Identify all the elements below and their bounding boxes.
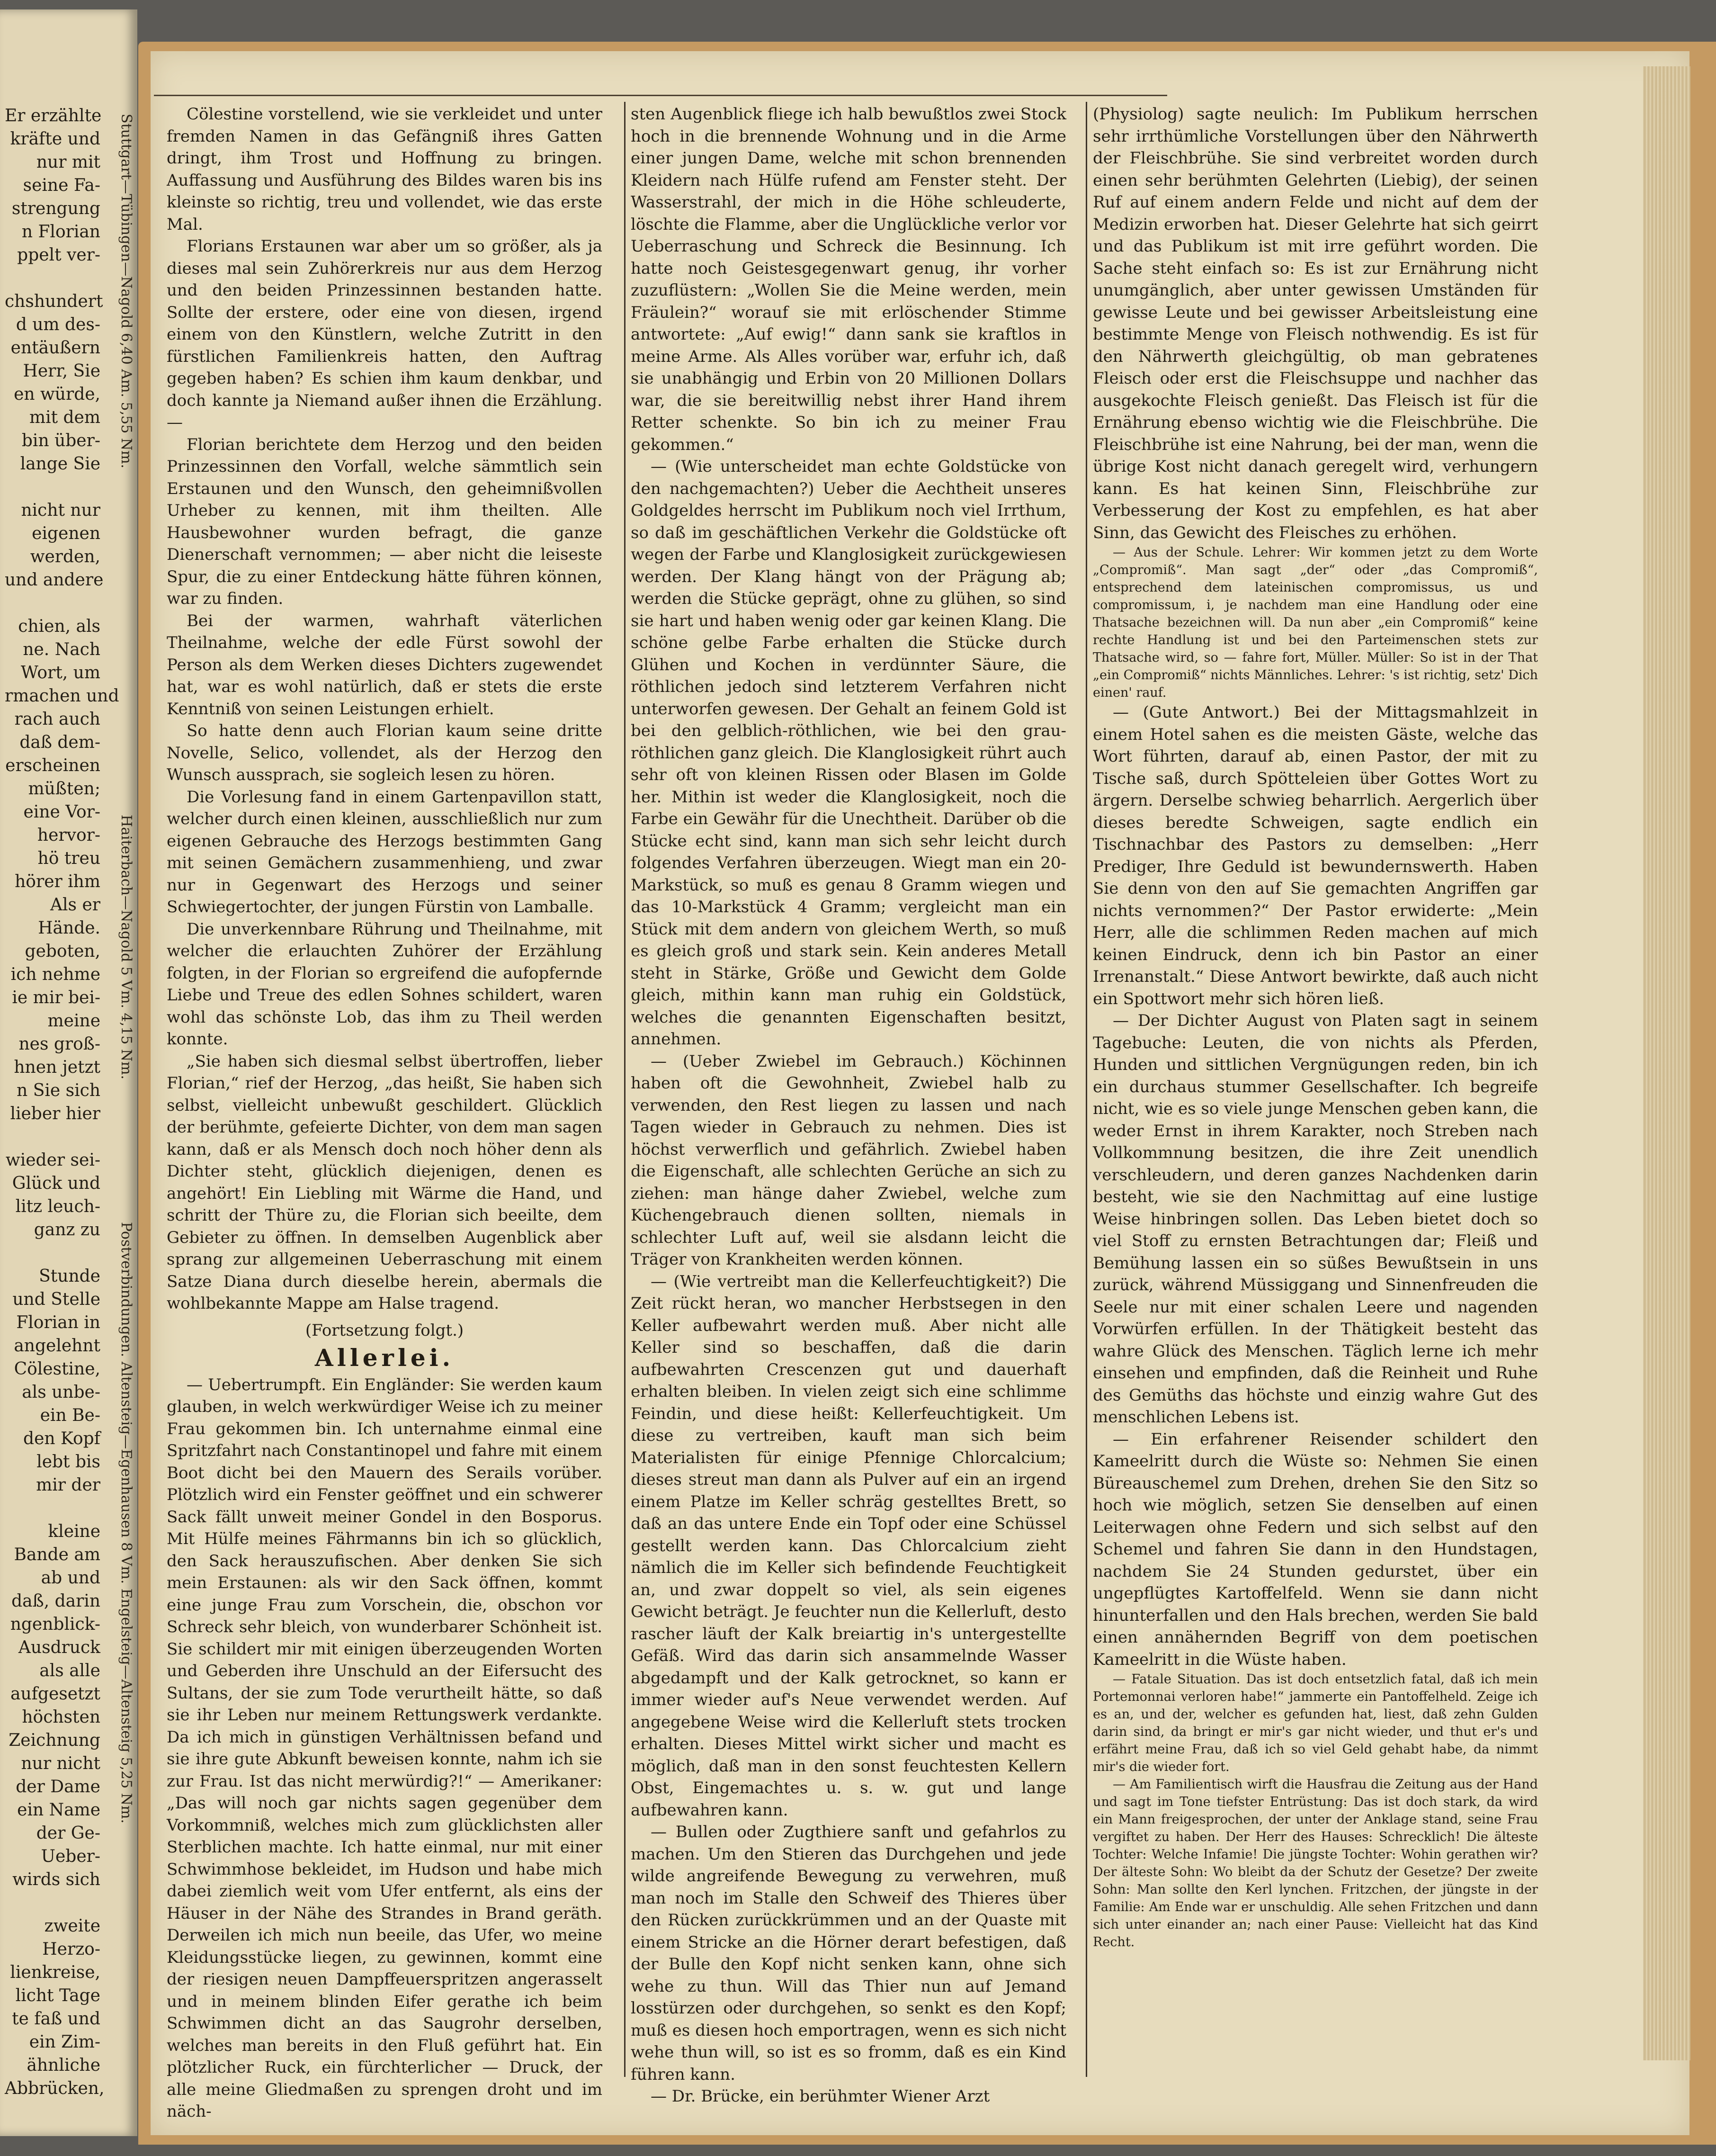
left-page-line: litz leuch-: [15, 1197, 100, 1216]
left-page-line: daß, darin: [11, 1591, 100, 1611]
left-page-line: entäußern: [10, 338, 100, 358]
col2-paragraph-2: — (Wie unterscheidet man echte Goldstücke von den nachgemachten?) Ueber die Aechtheit unseres Goldgeldes herrscht im Publikum noch viel Irrthum, so daß im geschäftlichen Verkehr die Goldstücke oft wegen der Farbe und Klanglosigkeit zurückgewiesen werden. Der Klang hängt von der Prägung ab; werden die Stücke geprägt, ohne zu glühen, so sind sie hart und haben wenig oder gar keinen Klang. Die schöne gelbe Farbe erhalten die Stücke durch Glühen und Kochen in verdünnter Säure, die röthlichen jedoch sind letzterem Verfahren nicht unterworfen gewesen. Der Gehalt an feinem Gold ist bei den gelblich-röthlichen, wie bei den grau-röthlichen ganz gleich. Die Klanglosigkeit rührt auch sehr oft von kleinen Rissen oder Blasen im Golde her. Mithin ist weder die Klanglosigkeit, noch die Farbe ein Gewähr für die Unechtheit. Darüber ob die Stücke echt sind, kann man sich sehr leicht durch folgendes Verfahren überzeugen. Wiegt man ein 20-Markstück, so muß es genau 8 Gramm wiegen und das 10-Markstück 4 Gramm; vergleicht man ein Stück mit dem andern von gleichem Werth, so muß es gleich groß und stark sein. Kein anderes Metall steht in Stärke, Größe und Gewicht dem Golde gleich, mithin kann man ruhig ein Goldstück, welches die genannten Eigenschaften besitzt, annehmen.: [631, 457, 1066, 1049]
left-page-line: strengung: [11, 199, 100, 218]
left-page-line: Herr, Sie: [23, 361, 100, 381]
left-page-line: ppelt ver-: [17, 245, 100, 265]
left-page-line: Herzo-: [42, 1940, 100, 1959]
col2-paragraph-4: — (Wie vertreibt man die Kellerfeuchtigkeit?) Die Zeit rückt heran, wo mancher Herbstsegen in den Keller aufbewahrt werden muß. Aber nicht alle Keller sind so beschaffen, daß die darin aufbewahrten Crescenzen gut und dauerhaft erhalten bleiben. In vielen zeigt sich eine schlimme Feindin, und diese heißt: Kellerfeuchtigkeit. Um diese zu vertreiben, kauft man sich beim Materialisten für einige Pfennige Chlorcalcium; dieses streut man dann als Pulver auf ein an irgend einem Platze im Keller schräg gestelltes Brett, so daß an das untere Ende ein Topf oder eine Schüssel gestellt werden kann. Das Chlorcalcium zieht nämlich die im Keller sich befindende Feuchtigkeit an, und zwar doppelt so viel, als sein eigenes Gewicht beträgt. Je feuchter nun die Kellerluft, desto rascher läuft der Kalk breiartig in's untergestellte Gefäß. Wird das darin sich ansammelnde Wasser abgedampft und der Kalk getrocknet, so kann er immer wieder auf's Neue verwendet werden. Auf angegebene Weise wird die Kellerluft stets trocken erhalten. Dieses Mittel wirkt sicher und macht es möglich, daß man in den sonst feuchtesten Kellern Obst, Eingemachtes u. s. w. gut und lange aufbewahren kann.: [631, 1272, 1066, 1820]
left-page-line: rach auch: [14, 710, 100, 729]
left-page-line: ganz zu: [34, 1220, 100, 1240]
col1-paragraph-6: Die Vorlesung fand in einem Gartenpavillon statt, welcher durch einen kleinen, ausschließlich nur zum eigenen Gebrauche des Herzogs bestimmten Gang mit seinen Gemächern zusammenhieng, und zwar nur in Gegenwart des Herzogs und seiner Schwiegertochter, der jungen Fürstin von Lamballe.: [167, 787, 602, 916]
left-page-line: ähnliche: [27, 2056, 100, 2075]
col2-paragraph-3: — (Ueber Zwiebel im Gebrauch.) Köchinnen haben oft die Gewohnheit, Zwiebel halb zu verwenden, den Rest liegen zu lassen und nach Tagen wieder in Gebrauch zu nehmen. Dies ist höchst verwerflich und gefährlich. Zwiebel haben die Eigenschaft, alle schlechten Gerüche an sich zu ziehen: man hänge daher Zwiebel, welche zum Küchengebrauch dienen sollten, niemals in schlechter Luft auf, weil sie alsdann leicht die Träger von Krankheiten werden können.: [631, 1051, 1066, 1269]
col3-paragraph-4: — Der Dichter August von Platen sagt in seinem Tagebuche: Leuten, die von nichts als Pferden, Hunden und sittlichen Vergnügungen reden, bin ich ein durchaus stummer Gesellschafter. Ich begreife nicht, wie es so viele junge Menschen geben kann, die weder Ernst in ihrem Karakter, noch Streben nach Vollkommnung besitzen, die ihre Zeit unendlich verschleudern, und deren ganzes Nachdenken darin besteht, wie sie den Nachmittag auf eine lustige Weise hinbringen sollen. Das Leben bietet doch so viel Stoff zu ernsten Betrachtungen dar; Fleiß und Bemühung lassen ein so süßes Bewußtsein in uns zurück, während Müssiggang und Sinnenfreuden die Seele nur mit einer schalen Leere und nagenden Vorwürfen erfüllen. In der Thätigkeit besteht das wahre Glück des Menschen. Täglich lerne ich mehr einsehen und empfinden, daß die Reinheit und Ruhe des Gemüths das höchste und einzig wahre Gut des menschlichen Lebens ist.: [1093, 1011, 1538, 1427]
left-page-line: werden,: [30, 547, 100, 566]
left-page-line: hörer ihm: [15, 872, 100, 891]
left-page-line: eine Vor-: [23, 802, 100, 822]
left-page-line: Abbrücken,: [5, 2079, 105, 2098]
page-edges: [1643, 66, 1690, 2060]
left-page-timetable-vertical-3: Postverbindungen. Altensteig—Egenhausen 8 Vm. Engelsteig—Altensteig 5,25 Nm.: [118, 1222, 134, 1824]
left-page-line: Bande am: [14, 1545, 100, 1564]
left-page-line: daß dem-: [19, 733, 100, 752]
left-page-line: lebt bis: [36, 1452, 100, 1472]
left-page-line: nur nicht: [21, 1754, 100, 1773]
col1-paragraph-1: Cölestine vorstellend, wie sie verkleidet und unter fremden Namen in das Gefängniß ihres Gatten dringt, ihm Trost und Hoffnung zu bringen. Auffassung und Ausführung des Bildes waren bis ins kleinste so richtig, treu und vollendet, wie das erste Mal.: [167, 105, 602, 234]
left-page-line: Ausdruck: [18, 1638, 100, 1657]
col1-paragraph-7: Die unverkennbare Rührung und Theilnahme, mit welcher die erlauchten Zuhörer der Erzählung folgten, in der Florian so ergreifend die aufopfernde Liebe und Treue des edlen Sohnes schildert, waren wohl das schönste Lob, das ihm zu Theil werden konnte.: [167, 919, 602, 1049]
left-page-line: ie mir bei-: [12, 988, 100, 1007]
column-1: [167, 103, 602, 2123]
col1-paragraph-8: „Sie haben sich diesmal selbst übertroffen, lieber Florian,“ rief der Herzog, „das heißt, Sie haben sich selbst, vielleicht unbewußt geschildert. Glücklich der berühmte, gefeierte Dichter, von dem man sagen kann, daß er als Mensch doch noch höher denn als Dichter steht, glücklich diejenigen, denen es angehört! Ein Liebling mit Wärme die Hand, und schritt der Thüre zu, die Florian sich beeilte, dem Gebieter zu öffnen. In demselben Augenblick aber sprang zur allgemeinen Ueberraschung mit einem Satze Diana durch dieselbe herein, abermals die wohlbekannte Mappe am Halse tragend.: [167, 1051, 602, 1313]
left-page-line: rmachen und: [5, 686, 119, 706]
left-page-line: der Dame: [16, 1777, 100, 1797]
col3-paragraph-5: — Ein erfahrener Reisender schildert den Kameelritt durch die Wüste so: Nehmen Sie einen Büreauschemel zum Drehen, drehen Sie den Sitz so hoch wie möglich, setzen Sie denselben auf einen Leiterwagen ohne Federn und sich selbst auf den Schemel und fahren Sie dann in den Hundstagen, nachdem Sie 24 Stunden gedurstet, über ein ungepflügtes Kartoffelfeld. Wenn sie dann nicht hinunterfallen und den Hals brechen, werden Sie bald einen annähernden Begriff von dem poetischen Kameelritt in die Wüste haben.: [1093, 1429, 1538, 1669]
left-page-line: hö treu: [37, 849, 100, 868]
left-page-line: ich nehme: [10, 965, 100, 984]
column-2: [631, 103, 1066, 2108]
left-page-line: seine Fa-: [23, 176, 100, 195]
left-page-line: d um des-: [16, 315, 100, 334]
left-facing-page: [0, 9, 137, 2136]
left-page-line: lienkreise,: [10, 1963, 100, 1982]
left-page-line: Hände.: [38, 918, 100, 938]
left-page-line: te faß und: [12, 2009, 100, 2029]
top-rule: [154, 95, 1167, 96]
left-page-line: den Kopf: [23, 1429, 100, 1448]
col3-paragraph-7: — Am Familientisch wirft die Hausfrau die Zeitung aus der Hand und sagt im Tone tiefster Entrüstung: Das ist doch stark, da wird ein Mann freigesprochen, der unter der Anklage stand, seine Frau vergiftet zu haben. Der Herr des Hauses: Schrecklich! Die älteste Tochter: Welche Infamie! Die jüngste Tochter: Wohin gerathen wir? Der älteste Sohn: Wo bleibt da der Schutz der Gesetze? Der zweite Sohn: Man sollte den Kerl lynchen. Fritzchen, der jüngste in der Familie: Am Ende war er unschuldig. Alle sehen Fritzchen und dann sich unter einander an; nach einer Pause: Vielleicht hat das Kind Recht.: [1093, 1777, 1538, 1949]
left-page-line: Zeichnung: [9, 1731, 100, 1750]
continuation-note: (Fortsetzung folgt.): [305, 1321, 464, 1340]
col1-paragraph-4: Bei der warmen, wahrhaft väterlichen Theilnahme, welche der edle Fürst sowohl der Person als dem Werken dieses Dichters zugewendet hat, war es wohl natürlich, daß er stets die erste Kenntniß von seinen Leistungen erhielt.: [167, 611, 602, 719]
left-page-line: als unbe-: [22, 1383, 100, 1402]
col2-paragraph-6: — Dr. Brücke, ein berühmter Wiener Arzt: [651, 2087, 990, 2106]
left-page-line: nur mit: [36, 153, 100, 172]
left-page-line: ein Be-: [40, 1406, 100, 1425]
left-page-line: chien, als: [18, 617, 100, 636]
left-page-line: wirds sich: [12, 1870, 100, 1889]
left-page-line: der Ge-: [36, 1824, 100, 1843]
left-page-line: meine: [47, 1011, 100, 1031]
col1-paragraph-5: So hatte denn auch Florian kaum seine dritte Novelle, Selico, vollendet, als der Herzog den Wunsch aussprach, sie sogleich lesen zu hören.: [167, 721, 602, 784]
left-page-line: lange Sie: [20, 454, 100, 474]
left-page-line: Stunde: [39, 1267, 100, 1286]
col3-paragraph-2: — Aus der Schule. Lehrer: Wir kommen jetzt zu dem Worte „Compromiß“. Man sagt „der“ oder „das Compromiß“, entsprechend dem lateinischen compromissus, us und compromissum, i, je nachdem man eine Handlung oder eine Thatsache bezeichnen will. Da nun aber „ein Compromiß“ keine rechte Handlung ist und bei den Parteimenschen stets zur Thatsache wird, so — fahre fort, Müller. Müller: So ist in der That „ein Compromiß“ nichts Männliches. Lehrer: 's ist richtig, setz' Dich einen' rauf.: [1093, 545, 1538, 700]
left-page-line: chshundert: [5, 292, 103, 311]
left-page-line: als alle: [39, 1661, 100, 1680]
col2-paragraph-5: — Bullen oder Zugthiere sanft und gefahrlos zu machen. Um den Stieren das Durchgehen und jede wilde angreifende Bewegung zu verwehren, muß man noch im Stalle den Schweif des Thieres über den Rücken zurückkrümmen und an der Quaste mit einem Stricke an die Hörner derart befestigen, daß der Bulle den Kopf nicht senken kann, ohne sich wehe zu thun. Will das Thier nun auf Jemand losstürzen oder durchgehen, so senkt es den Kopf; muß es diesen hoch emportragen, wenn es sich nicht wehe thun will, so ist es so fromm, daß es ein Kind führen kann.: [631, 1823, 1066, 2084]
left-page-line: ein Name: [17, 1800, 100, 1820]
left-page-line: kleine: [48, 1522, 100, 1541]
left-page-line: mit dem: [29, 408, 100, 427]
left-page-line: zweite: [44, 1916, 100, 1936]
left-page-line: Florian in: [16, 1313, 100, 1332]
left-page-line: müßten;: [28, 779, 100, 799]
left-page-line: en würde,: [14, 385, 100, 404]
left-page-line: n Florian: [21, 222, 100, 242]
left-page-timetable-vertical-2: Haiterbach—Nagold 5 Vm. 4,15 Nm.: [118, 815, 134, 1080]
left-page-timetable-vertical-1: Stuttgart—Tübingen—Nagold 6,40 Am. 5,55 Nm.: [118, 114, 134, 469]
left-page-line: Cölestine,: [14, 1359, 100, 1379]
col1-paragraph-2: Florians Erstaunen war aber um so größer, als ja dieses mal sein Zuhörerkreis nur aus dem Herzog und den beiden Prinzessinnen bestanden hatte. Sollte der erstere, oder eine von diesen, irgend einem von den Künstlern, welche Zutritt in den fürstlichen Familienkreis hatten, den Auftrag gegeben haben? Es schien ihm kaum denkbar, und doch kannte ja Niemand außer ihnen die Erzählung. —: [167, 237, 602, 432]
left-page-line: kräfte und: [10, 129, 100, 149]
left-page-line: erscheinen: [5, 756, 100, 775]
left-page-line: und Stelle: [12, 1290, 100, 1309]
left-page-line: Glück und: [12, 1174, 100, 1193]
left-page-line: Wort, um: [20, 663, 100, 683]
col1-paragraph-3: Florian berichtete dem Herzog und den beiden Prinzessinnen den Vorfall, welche sämmtlich sein Erstaunen und den Wunsch, den geheimnißvollen Urheber zu kennen, mit ihm theilten. Alle Hausbewohner wurden befragt, die ganze Dienerschaft vernommen; — aber nicht die leiseste Spur, die zu einer Entdeckung hätte führen können, war zu finden.: [167, 435, 602, 608]
left-page-line: Er erzählte: [5, 106, 102, 126]
col3-paragraph-3: — (Gute Antwort.) Bei der Mittagsmahlzeit in einem Hotel sahen es die meisten Gäste, welche das Wort führten, darauf ab, einen Pastor, der mit zu Tische saß, durch Spötteleien über Gottes Wort zu ärgern. Derselbe schwieg beharrlich. Aergerlich über dieses beredte Schweigen, sagte endlich ein Tischnachbar des Pastors zu demselben: „Herr Prediger, Ihre Geduld ist bewundernswerth. Haben Sie denn von den auf Sie gemachten Angriffen gar nichts vernommen?“ Der Pastor erwiderte: „Mein Herr, alle die schlimmen Reden machen auf mich keinen Eindruck, denn ich bin Pastor an einer Irrenanstalt.“ Diese Antwort bewirkte, daß auch nicht ein Spottwort mehr sich hören ließ.: [1093, 703, 1538, 1008]
col1-paragraph-11: — Uebertrumpft. Ein Engländer: Sie werden kaum glauben, in welch werkwürdiger Weise ich zu meiner Frau gekommen bin. Ich unternahme einmal eine Spritzfahrt nach Constantinopel und fahre mit einem Boot dicht bei den Mauern des Serails vorüber. Plötzlich wird ein Fenster geöffnet und ein schwerer Sack fällt unweit meiner Gondel in den Bosporus. Mit Hülfe meines Fährmanns bin ich so glücklich, den Sack herauszufischen. Aber denken Sie sich mein Erstaunen: als wir den Sack öffnen, kommt eine junge Frau zum Vorschein, die, obschon vor Schreck sehr bleich, von wunderbarer Schönheit ist. Sie schildert mir mit einigen überzeugenden Worten und Geberden ihre Unschuld an der Eifersucht des Sultans, der sie zum Tode verurtheilt hätte, so daß sie ihr Leben nur meinem Rettungswerk verdankte. Da ich mich in günstigen Verhältnissen befand und sie ihre gute Abkunft beweisen konnte, nahm ich sie zur Frau. Ist das nicht merwürdig?!“ — Amerikaner: „Das will noch gar nichts sagen gegenüber dem Vorkommniß, welches mich zum glücklichsten aller Sterblichen machte. Ich hatte einmal, nur mit einer Schwimmhose bekleidet, im Hudson und habe mich dabei ziemlich weit vom Ufer entfernt, als eins der Häuser in der Nähe des Strandes in Brand geräth. Derweilen ich mich nun beeile, das Ufer, wo meine Kleidungsstücke liegen, zu gewinnen, kommt eine der riesigen neuen Dampffeuerspritzen angerasselt und in meinem blinden Eifer gerathe ich beim Schwimmen dicht an das Saugrohr derselben, welches man bereits in den Fluß geführt hat. Ein plötzlicher Ruck, ein fürchterlicher — Druck, der alle meine Gliedmaßen zu sprengen droht und im näch-: [167, 1375, 602, 2121]
left-page-line: ab und: [41, 1568, 100, 1588]
left-page-line: ngenblick-: [10, 1615, 100, 1634]
section-heading-allerlei: Allerlei.: [314, 1344, 455, 1372]
left-page-line: ne. Nach: [23, 640, 100, 659]
left-page-line: licht Tage: [15, 1986, 100, 2005]
left-page-line: angelehnt: [14, 1336, 100, 1356]
left-page-line: hervor-: [37, 826, 100, 845]
col3-paragraph-6: — Fatale Situation. Das ist doch entsetzlich fatal, daß ich mein Portemonnai verloren habe!“ jammerte ein Pantoffelheld. Zeige ich es an, und der, welcher es gefunden hat, liest, daß zehn Gulden darin sind, da bringt er mir's gar nicht wieder, und thut er's und erfährt meine Frau, daß ich so viel Geld gehabt habe, da nimmt mir's die wieder fort.: [1093, 1672, 1538, 1774]
left-page-line: aufgesetzt: [10, 1684, 100, 1704]
col3-paragraph-1: (Physiolog) sagte neulich: Im Publikum herrschen sehr irrthümliche Vorstellungen über den Nährwerth der Fleischbrühe. Sie sind verbreitet worden durch einen sehr berühmten Gelehrten (Liebig), der seinen Ruf auf einem andern Felde und nicht auf dem der Medizin erworben hat. Dieser Gelehrte hat sich geirrt und das Publikum ist mit irre geführt worden. Die Sache steht einfach so: Es ist zur Ernährung nicht unumgänglich, aber unter gewissen Umständen für gewisse Leute und bei gewisser Arbeitsleistung eine bestimmte Menge von Fleisch nothwendig. Es ist für den Nährwerth gleichgültig, ob man gebratenes Fleisch oder erst die Fleischsuppe und nachher das ausgekochte Fleisch genießt. Das Fleisch ist für die Ernährung ebenso wichtig wie die Fleischbrühe. Die Fleischbrühe ist eine Nahrung, bei der man, wenn die übrige Kost nicht danach geregelt wird, verhungern kann. Es hat keinen Sinn, Fleischbrühe zur Verbesserung der Kost zu empfehlen, es hat aber Sinn, das Gewicht des Fleisches zu erhöhen.: [1093, 105, 1538, 542]
column-rule-2: [1086, 102, 1087, 2077]
left-page-line: ein Zim-: [29, 2032, 100, 2052]
left-page-line: nes groß-: [18, 1034, 100, 1054]
left-page-line: n Sie sich: [17, 1081, 100, 1100]
left-page-line: bin über-: [21, 431, 100, 450]
left-page-line: höchsten: [22, 1707, 100, 1727]
left-page-line: nicht nur: [21, 501, 100, 520]
left-page-line: hnen jetzt: [14, 1058, 100, 1077]
left-page-line: Ueber-: [41, 1847, 100, 1866]
column-rule-1: [624, 102, 626, 2077]
left-page-line: mir der: [36, 1475, 100, 1495]
column-3: [1093, 103, 1538, 1951]
col2-paragraph-1: sten Augenblick fliege ich halb bewußtlos zwei Stock hoch in die brennende Wohnung und in die Arme einer jungen Dame, welche mit schon brennenden Kleidern nach Hülfe rufend am Fenster steht. Der Wasserstrahl, der mich in die Höhe schleuderte, löschte die Flamme, aber die Unglückliche verlor vor Ueberraschung und Schreck die Besinnung. Ich hatte noch Geistesgegenwart genug, ihr vorher zuzuflüstern: „Wollen Sie die Meine werden, mein Fräulein?“ worauf sie mit erlöschender Stimme antwortete: „Auf ewig!“ dann sank sie kraftlos in meine Arme. Als Alles vorüber war, erfuhr ich, daß sie unabhängig und Erbin von 20 Millionen Dollars war, die sie bereitwillig nebst ihrer Hand ihrem Retter schenkte. So bin ich zu meiner Frau gekommen.“: [631, 105, 1066, 454]
left-page-line: und andere: [5, 570, 104, 590]
left-page-line: geboten,: [25, 942, 100, 961]
left-page-line: lieber hier: [10, 1104, 100, 1123]
left-page-line: eigenen: [32, 524, 100, 543]
left-page-line: Als er: [50, 895, 100, 915]
left-page-line: wieder sei-: [5, 1150, 100, 1170]
